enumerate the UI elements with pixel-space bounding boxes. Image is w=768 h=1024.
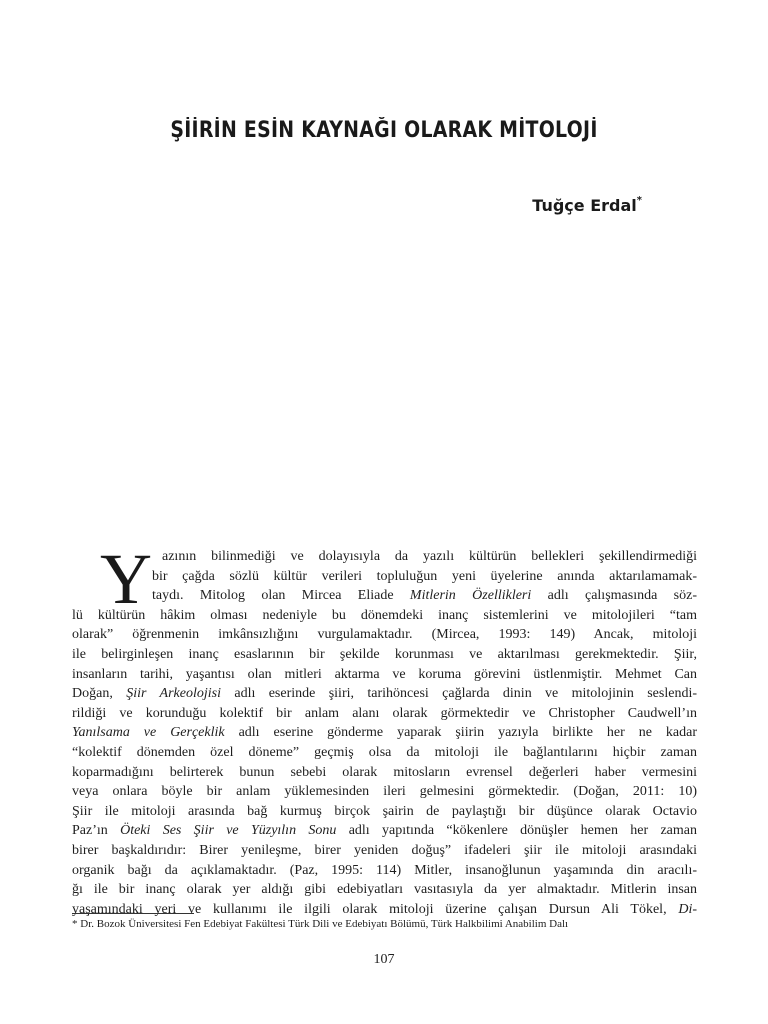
body-line (72, 723, 697, 743)
body-text: veya onlara böyle bir anlam yüklemesinden ileri gelmesini görmektedir. (Doğan, 2011: 10) (72, 784, 697, 800)
body-line (72, 821, 697, 841)
body-text: Paz’ın (72, 823, 121, 839)
italic-book-title: Öteki Ses Şiir ve Yüzyılın Sonu (120, 823, 337, 839)
author-name (532, 196, 642, 215)
body-text: ğı ile bir inanç olarak yer aldığı gibi edebiyatları vasıtasıyla da yer almaktadır. Mitlerin insan (72, 882, 697, 898)
body-text: azının bilinmediği ve dolayısıyla da yazılı kültürün bellekleri şekillendirmediği (162, 549, 697, 564)
body-line (72, 567, 697, 587)
body-line (72, 704, 697, 724)
body-line (72, 665, 697, 685)
body-line (72, 880, 697, 900)
author-name-text: Tuğçe Erdal (532, 196, 637, 215)
body-text: insanların tarihi, yaşantısı olan mitleri aktarma ve koruma görevini üstlenmiştir. Mehmet Can (72, 666, 697, 682)
body-text: lü kültürün hâkim olması nedeniyle bu dönemdeki inanç sistemlerini ve mitolojileri “tam (72, 607, 697, 623)
body-line (72, 684, 697, 704)
body-line (72, 586, 697, 606)
body-text: taydı. Mitolog olan Mircea Eliade (152, 588, 410, 604)
body-text: adlı çalışmasında söz- (531, 588, 697, 604)
body-line (72, 625, 697, 645)
body-text: adlı eserine gönderme yaparak şiirin yazıyla birlikte her ne kadar (224, 725, 697, 741)
body-text: “kolektif dönemden özel döneme” geçmiş olsa da mitoloji ile bağlantılarını hiçbir zaman (72, 744, 697, 760)
body-text: adlı eserinde şiiri, tarihöncesi çağlarda dinin ve mitolojinin seslendi- (220, 686, 697, 702)
body-line (72, 547, 697, 567)
body-text: birer başkaldırıdır: Birer yenileşme, birer yeniden doğuş” ifadeleri şiir ile mitoloji arasındaki (72, 842, 697, 858)
italic-book-title: Mitlerin Özellikleri (409, 588, 532, 604)
body-text: koparmadığını belirterek bunun sebebi olarak mitosların evrensel değerleri haber vermesini (72, 764, 697, 780)
body-text: ile belirginleşen inanç esaslarının bir şekilde korunması ve aktarılması gerekmektedir. Şiir, (72, 646, 697, 662)
article-body (72, 539, 697, 919)
body-text: bir çağda sözlü kültür verileri topluluğun yeni üyelerine anında aktarılamamak- (152, 568, 697, 584)
body-line (72, 743, 697, 763)
body-text: olarak” öğrenmenin imkânsızlığını vurgulamaktadır. (Mircea, 1993: 149) Ancak, mitoloji (72, 627, 697, 643)
body-line (72, 841, 697, 861)
body-line (72, 782, 697, 802)
article-title: ŞİİRİN ESİN KAYNAĞI OLARAK MİTOLOJİ (170, 118, 598, 143)
body-text: organik bağı da açıklamaktadır. (Paz, 1995: 114) Mitler, insanoğlunun yaşamında din aracılı- (72, 862, 697, 878)
body-line (72, 645, 697, 665)
body-text: yaşamındaki yeri ve kullanımı ile ilgili olarak mitoloji üzerine çalışan Dursun Ali Tökel, (72, 901, 679, 917)
author-footnote-marker: * (636, 194, 642, 206)
italic-book-title: Di- (678, 901, 697, 917)
body-line (72, 900, 697, 920)
body-text: Şiir ile mitoloji arasında bağ kurmuş birçok şairin de paylaştığı bir düşünce olarak Octavio (72, 803, 697, 819)
body-line (72, 861, 697, 881)
body-text: rildiği ve korunduğu kolektif bir anlam alanı olarak görmektedir ve Christopher Caudwell’ın (72, 705, 697, 721)
italic-book-title: Yanılsama ve Gerçeklik (72, 725, 225, 741)
footnote: * Dr. Bozok Üniversitesi Fen Edebiyat Fakültesi Türk Dili ve Edebiyatı Bölümü, Türk Halkbilimi Anabilim Dalı (72, 918, 569, 930)
body-line (72, 763, 697, 783)
footnote-divider (72, 913, 194, 914)
body-text: adlı yapıtında “kökenlere dönüşler hemen her zaman (336, 823, 697, 839)
italic-book-title: Şiir Arkeolojisi (126, 686, 221, 702)
body-text: Doğan, (72, 686, 127, 702)
body-line (72, 802, 697, 822)
drop-cap: Y (100, 539, 152, 619)
body-line (72, 606, 697, 626)
page-number: 107 (373, 952, 395, 967)
